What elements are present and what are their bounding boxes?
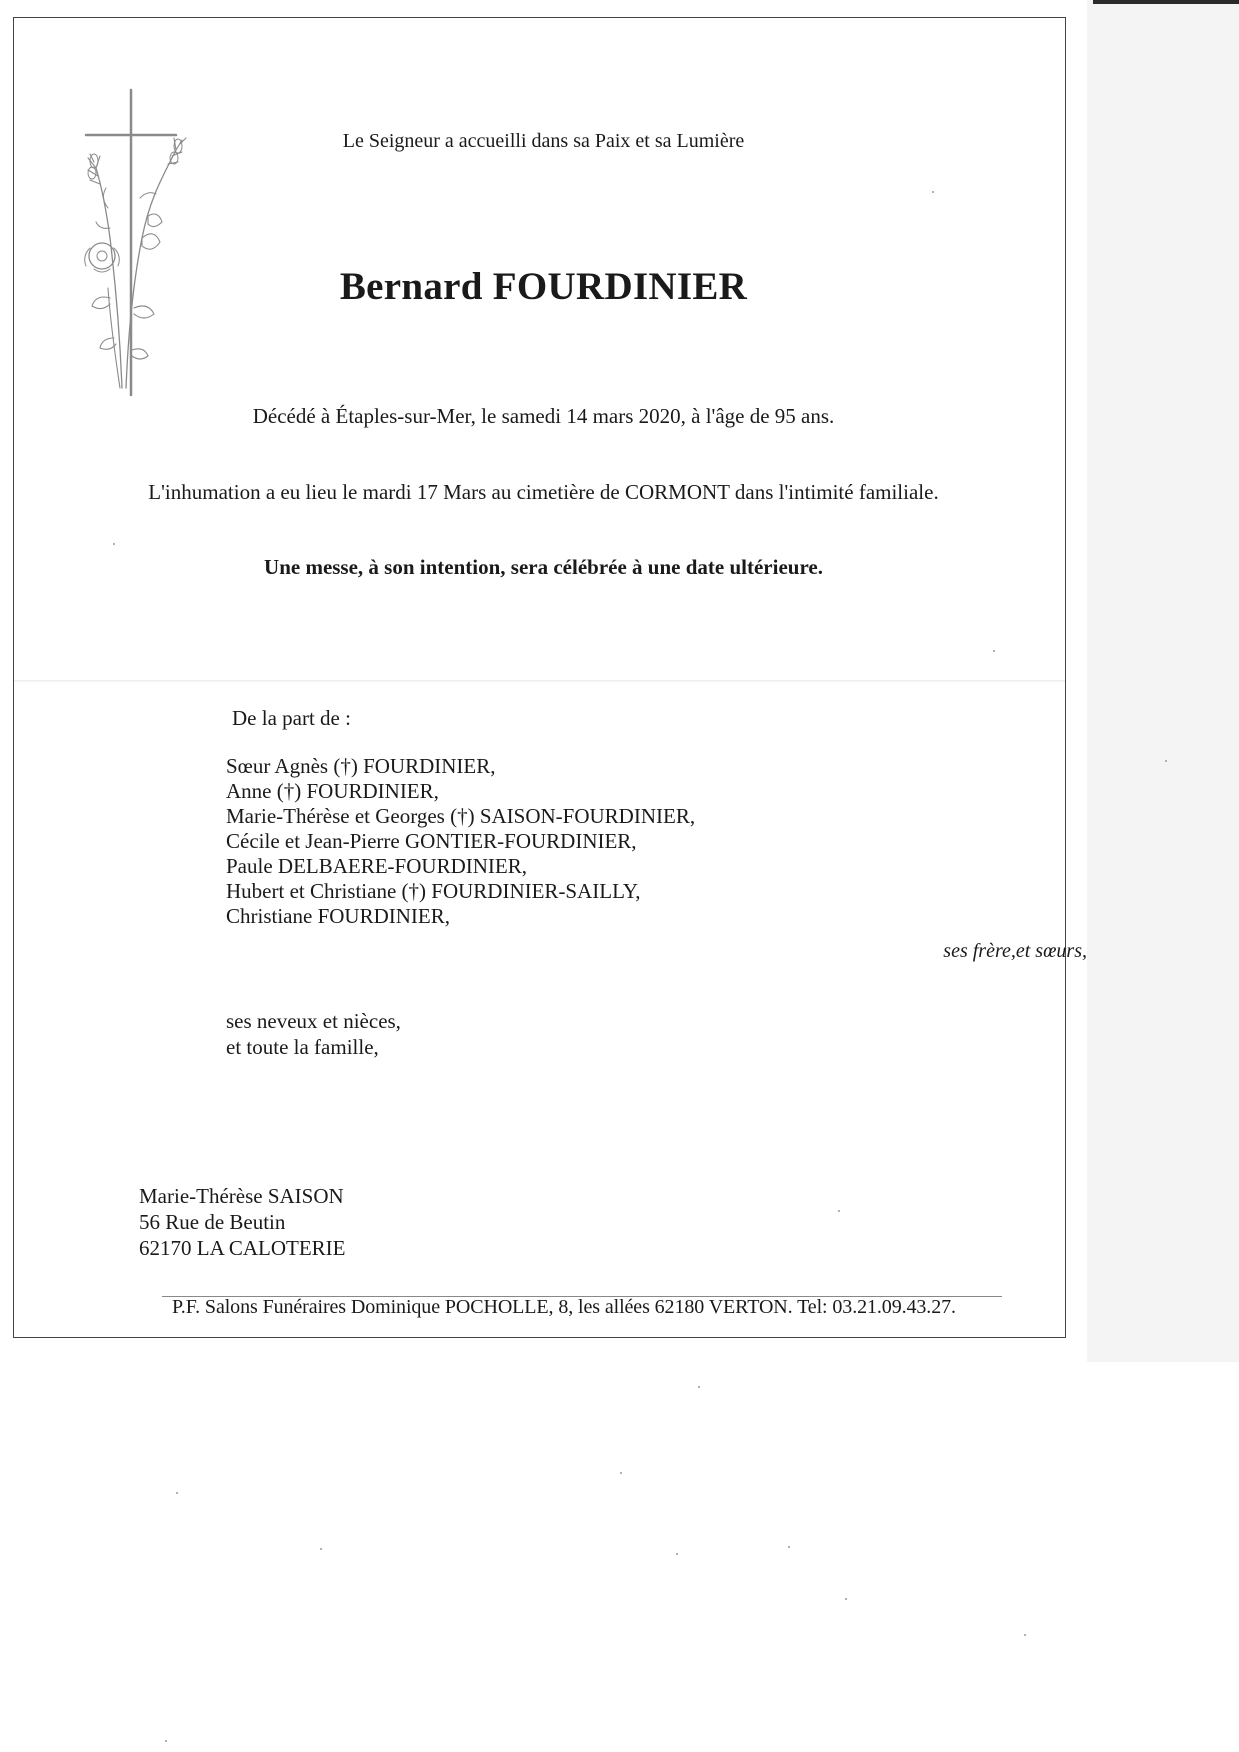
funeral-home-footer: P.F. Salons Funéraires Dominique POCHOLLE, 8, les allées 62180 VERTON. Tel: 03.21.09.43.27. (172, 1296, 956, 1318)
scan-speck (165, 1740, 167, 1742)
scan-speck (838, 1210, 840, 1212)
intro-line: Le Seigneur a accueilli dans sa Paix et sa Lumière (342, 130, 745, 152)
contact-address (139, 1183, 345, 1261)
scan-speck (845, 1598, 847, 1600)
other-relatives (226, 1008, 401, 1060)
scan-speck (676, 1553, 678, 1555)
scan-speck (788, 1546, 790, 1548)
scan-speck (698, 1386, 700, 1388)
mass-notice: Une messe, à son intention, sera célébrée à une date ultérieure. (264, 555, 823, 579)
scan-speck (1024, 1634, 1026, 1636)
relatives-line: et toute la famille, (226, 1035, 379, 1059)
scan-top-bar (1093, 0, 1239, 4)
relatives-line: ses neveux et nièces, (226, 1009, 401, 1033)
scan-speck (932, 191, 934, 193)
sibling-entry: Paule DELBAERE-FOURDINIER, (226, 854, 527, 878)
contact-street: 56 Rue de Beutin (139, 1210, 286, 1234)
scan-speck (113, 543, 115, 545)
siblings-label: ses frère,et sœurs, (943, 940, 1087, 962)
siblings-list (226, 754, 695, 929)
sibling-entry: Sœur Agnès (†) FOURDINIER, (226, 754, 496, 778)
scan-speck (1165, 760, 1167, 762)
death-notice: Décédé à Étaples-sur-Mer, le samedi 14 mars 2020, à l'âge de 95 ans. (252, 404, 835, 428)
sibling-entry: Christiane FOURDINIER, (226, 904, 450, 928)
sibling-entry: Cécile et Jean-Pierre GONTIER-FOURDINIER, (226, 829, 637, 853)
sibling-entry: Anne (†) FOURDINIER, (226, 779, 439, 803)
scan-speck (620, 1472, 622, 1474)
scan-speck (320, 1548, 322, 1550)
contact-city: 62170 LA CALOTERIE (139, 1236, 346, 1260)
scan-speck (993, 650, 995, 652)
contact-name: Marie-Thérèse SAISON (139, 1184, 344, 1208)
sibling-entry: Hubert et Christiane (†) FOURDINIER-SAILLY, (226, 879, 641, 903)
scan-background-edge (1087, 0, 1239, 1362)
burial-notice: L'inhumation a eu lieu le mardi 17 Mars au cimetière de CORMONT dans l'intimité familiale. (148, 480, 939, 504)
sibling-entry: Marie-Thérèse et Georges (†) SAISON-FOURDINIER, (226, 804, 696, 828)
family-heading: De la part de : (232, 706, 351, 730)
deceased-name: Bernard FOURDINIER (339, 265, 748, 308)
scan-speck (176, 1492, 178, 1494)
fold-line (14, 680, 1065, 682)
